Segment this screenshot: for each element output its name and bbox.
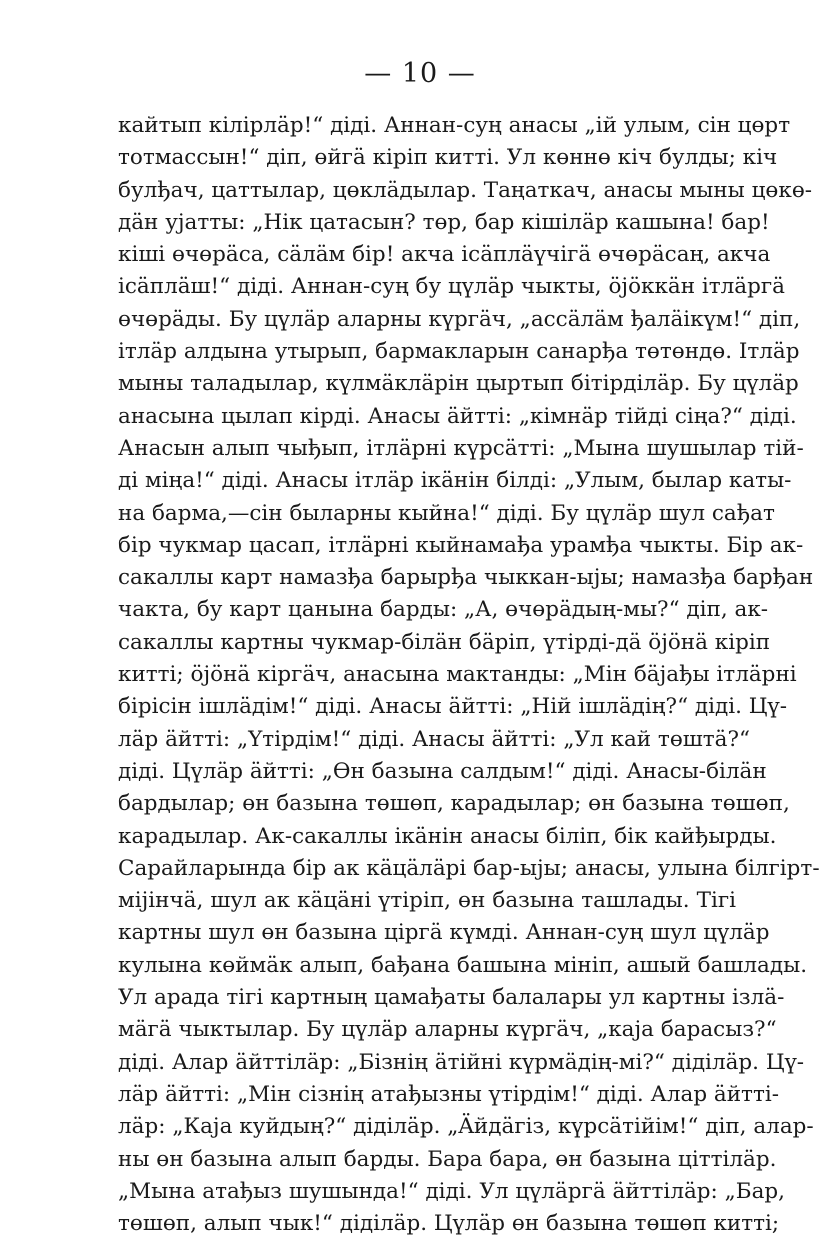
text-line: iтлäр алдына утырып, бармакларын санарђа төтөндө. Iтлäр bbox=[118, 339, 800, 365]
text-line: „Мына атађыз шушында!“ дiдi. Ул цүлäргä äйттiлäр: „Бар, bbox=[118, 1178, 785, 1204]
text-line: Ул арада тiгi картның цамађаты балалары ул картны iзлä- bbox=[118, 985, 785, 1011]
text-line: лäр äйттi: „Мiн сiзнiң атађызны үтiрдiм!“ дiдi. Алар äйттi- bbox=[118, 1081, 779, 1107]
text-line: анасына цылап кiрдi. Анасы äйттi: „кiмнäр тiйдi сiңа?“ дiдi. bbox=[118, 403, 797, 429]
text-line: лäр: „Каjа куйдың?“ дiдiлäр. „Äйдäгiз, күрсäтiйiм!“ дiп, алар- bbox=[118, 1114, 814, 1140]
text-line: Сарайларында бiр ак кäцäлäрi бар-ыjы; анасы, улына бiлгiрт- bbox=[118, 855, 820, 881]
text-line: өчөрäды. Бу цүлäр аларны күргäч, „ассäлäм ђалäiкүм!“ дiп, bbox=[118, 306, 801, 332]
body-text bbox=[118, 110, 820, 1240]
text-line: дiдi. Алар äйттiлäр: „Бiзнiң äтiйнi күрмäдiң-мi?“ дiдiлäр. Цү- bbox=[118, 1049, 805, 1075]
text-line: карадылар. Ак-сакаллы iкäнiн анасы бiлiп, бiк кайђырды. bbox=[118, 823, 777, 849]
text-line: мäгä чыктылар. Бу цүлäр аларны күргäч, „каjа барасыз?“ bbox=[118, 1017, 777, 1043]
text-line: сакаллы картны чукмар-бiлäн бäрiп, үтiрдi-дä öjöнä кiрiп bbox=[118, 629, 771, 655]
page-number: — 10 — bbox=[364, 58, 476, 89]
text-line: мыны таладылар, күлмäклäрiн цыртып бiтiрдiлäр. Бу цүлäр bbox=[118, 371, 799, 397]
text-line: Анасын алып чыђып, iтлäрнi күрсäттi: „Мына шушылар тiй- bbox=[118, 435, 804, 461]
text-line: iсäплäш!“ дiдi. Аннан-суң бу цүлäр чыкты, öjöккäн iтлäргä bbox=[118, 274, 785, 300]
text-line: лäр äйттi: „Үтiрдiм!“ дiдi. Анасы äйттi: „Ул кай төштä?“ bbox=[118, 726, 750, 752]
text-line: тотмассын!“ дiп, өйгä кiрiп киттi. Ул көннө кiч булды; кiч bbox=[118, 145, 778, 171]
text-line: кайтып кiлiрлäр!“ дiдi. Аннан-суң анасы „iй улым, сiн цөрт bbox=[118, 113, 791, 138]
text-line: дiдi. Цүлäр äйттi: „Өн базына салдым!“ дiдi. Анасы-бiлäн bbox=[118, 758, 767, 784]
text-line: бiр чукмар цасап, iтлäрнi кыйнамађа урамђа чыкты. Бiр ак- bbox=[118, 532, 804, 558]
text-line: кiшi өчөрäса, сäлäм бiр! акча iсäплäүчiгä өчөрäсаң, акча bbox=[118, 242, 771, 268]
text-line: төшөп, алып чык!“ дiдiлäр. Цүлäр өн базына төшөп киттi; bbox=[118, 1211, 780, 1237]
text-line: кулына көймäк алып, бађана башына мiнiп, ашый башлады. bbox=[118, 952, 808, 978]
text-line: бiрiсiн iшлäдiм!“ дiдi. Анасы äйттi: „Нiй iшлäдiң?“ дiдi. Цү- bbox=[118, 694, 787, 720]
text-line: дäн уjатты: „Нiк цатасын? төр, бар кiшiлäр кашына! бар! bbox=[118, 209, 770, 235]
text-line: мijiнчä, шул ак кäцäнi үтiрiп, өн базына ташлады. Тiгi bbox=[118, 888, 736, 914]
text-line: чакта, бу карт цанына барды: „А, өчөрäдың-мы?“ дiп, ак- bbox=[118, 597, 769, 623]
text-line: ны өн базына алып барды. Бара бара, өн базына цiттiлäр. bbox=[118, 1146, 777, 1172]
text-line: дi мiңа!“ дiдi. Анасы iтлäр iкäнiн бiлдi: „Улым, былар каты- bbox=[118, 468, 792, 494]
text-line: бардылар; өн базына төшөп, карадылар; өн базына төшөп, bbox=[118, 791, 790, 817]
text-line: на барма,—сiн быларны кыйна!“ дiдi. Бу цүлäр шул сађат bbox=[118, 500, 775, 526]
text-line: киттi; öjöнä кiргäч, анасына мактанды: „Мiн бäjађы iтлäрнi bbox=[118, 662, 797, 688]
text-line: картны шул өн базына цiргä күмдi. Аннан-суң шул цүлäр bbox=[118, 920, 770, 946]
text-line: сакаллы карт намазђа барырђа чыккан-ыjы; намазђа барђан bbox=[118, 565, 814, 591]
text-line: булђач, цаттылар, цөклäдылар. Таңаткач, анасы мыны цөкө- bbox=[118, 177, 813, 203]
